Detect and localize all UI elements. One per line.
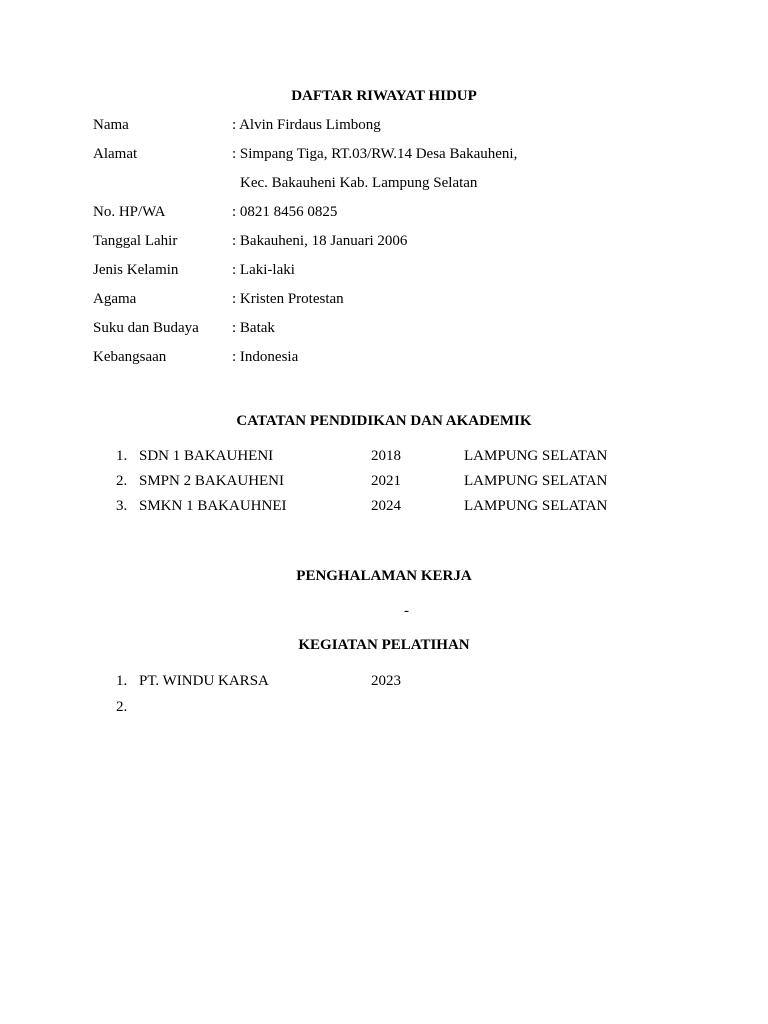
label-nama: Nama [93, 117, 129, 133]
work-content: - [404, 603, 409, 619]
value-kebangsaan: : Indonesia [232, 349, 299, 365]
education-item-year: 2024 [371, 498, 401, 514]
training-item-name: PT. WINDU KARSA [139, 673, 269, 689]
label-kebangsaan: Kebangsaan [93, 349, 167, 365]
training-heading: KEGIATAN PELATIHAN [298, 637, 470, 653]
document-title: DAFTAR RIWAYAT HIDUP [291, 88, 477, 104]
education-item-year: 2021 [371, 473, 401, 489]
education-item-school: SDN 1 BAKAUHENI [139, 448, 274, 464]
education-item-school: SMKN 1 BAKAUHNEI [139, 498, 287, 514]
label-tanggal-lahir: Tanggal Lahir [93, 233, 178, 249]
value-no-hp: : 0821 8456 0825 [232, 204, 338, 220]
value-nama: : Alvin Firdaus Limbong [232, 117, 381, 133]
training-item-year: 2023 [371, 673, 401, 689]
education-item-place: LAMPUNG SELATAN [464, 473, 608, 489]
value-suku: : Batak [232, 320, 275, 336]
label-no-hp: No. HP/WA [93, 204, 166, 220]
education-heading: CATATAN PENDIDIKAN DAN AKADEMIK [236, 413, 532, 429]
work-heading: PENGHALAMAN KERJA [296, 568, 472, 584]
label-alamat: Alamat [93, 146, 138, 162]
label-jenis-kelamin: Jenis Kelamin [93, 262, 179, 278]
education-item-place: LAMPUNG SELATAN [464, 448, 608, 464]
label-agama: Agama [93, 291, 137, 307]
label-suku: Suku dan Budaya [93, 320, 199, 336]
education-item-number: 2. [116, 473, 128, 489]
education-item-year: 2018 [371, 448, 401, 464]
value-jenis-kelamin: : Laki-laki [232, 262, 295, 278]
training-item-number: 1. [116, 673, 128, 689]
value-tanggal-lahir: : Bakauheni, 18 Januari 2006 [232, 233, 408, 249]
value-alamat-continuation: Kec. Bakauheni Kab. Lampung Selatan [240, 175, 478, 191]
education-item-place: LAMPUNG SELATAN [464, 498, 608, 514]
training-item-number: 2. [116, 699, 128, 715]
value-alamat: : Simpang Tiga, RT.03/RW.14 Desa Bakauheni, [232, 146, 518, 162]
value-agama: : Kristen Protestan [232, 291, 344, 307]
education-item-number: 3. [116, 498, 128, 514]
education-item-number: 1. [116, 448, 128, 464]
education-item-school: SMPN 2 BAKAUHENI [139, 473, 285, 489]
